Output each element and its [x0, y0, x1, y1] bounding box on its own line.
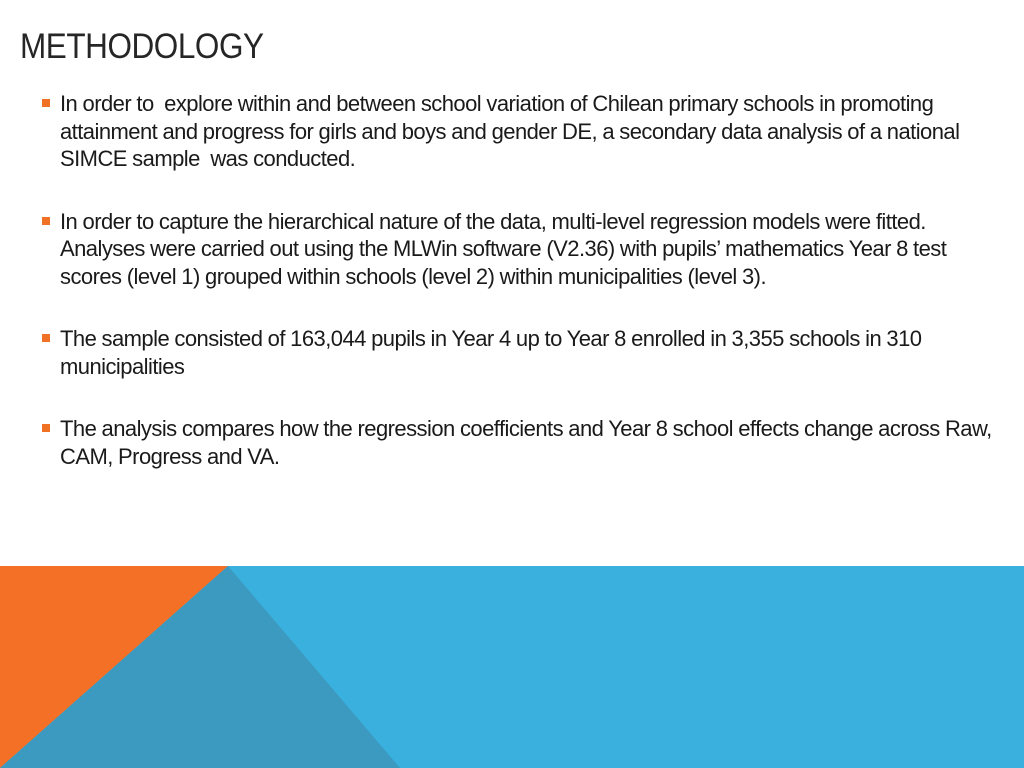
decorative-footer-band — [0, 566, 1024, 768]
slide-title: METHODOLOGY — [20, 27, 264, 66]
bullet-item-model — [42, 208, 1002, 291]
bullet-text: In order to capture the hierarchical nature of the data, multi-level regression models were fitted. Analyses were carried out using the MLWin software (V2.36) with pupils’ mathematics Year 8 test scores (level 1) grouped within schools (level 2) within municipalities (level 3). — [60, 208, 952, 289]
bullet-text: The analysis compares how the regression coefficients and Year 8 school effects change across Raw, CAM, Progress and VA. — [60, 416, 997, 469]
bullet-item-sample — [42, 325, 1002, 380]
square-bullet-icon — [42, 334, 50, 342]
square-bullet-icon — [42, 99, 50, 107]
square-bullet-icon — [42, 424, 50, 432]
bullet-text: The sample consisted of 163,044 pupils in Year 4 up to Year 8 enrolled in 3,355 schools in 310 municipalities — [60, 326, 927, 379]
bullet-item-objective — [42, 90, 1002, 173]
bullet-text: In order to explore within and between school variation of Chilean primary schools in promoting attainment and progress for girls and boys and gender DE, a secondary data analysis of a national SIMCE sample was conducted. — [60, 91, 965, 171]
bullet-item-analysis — [42, 415, 1002, 470]
bullet-list — [42, 90, 1002, 505]
square-bullet-icon — [42, 217, 50, 225]
